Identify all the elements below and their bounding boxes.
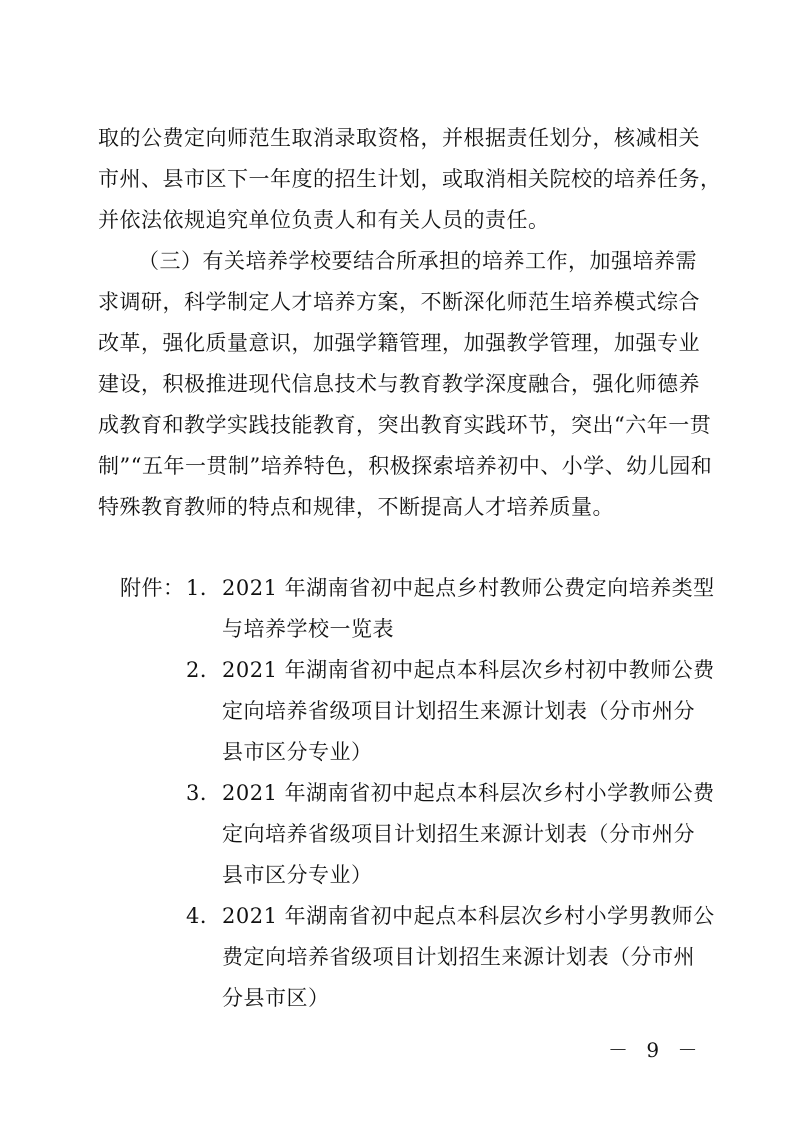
attachment-number: 4． xyxy=(186,904,222,928)
body-line: 特殊教育教师的特点和规律，不断提高人才培养质量。 xyxy=(98,495,614,519)
body-line: 改革，强化质量意识，加强学籍管理，加强教学管理，加强专业 xyxy=(98,331,700,355)
attachment-line: 2021 年湖南省初中起点乡村教师公费定向培养类型 xyxy=(222,576,715,600)
attachment-line: 县市区分专业） xyxy=(222,740,373,764)
attachment-line: 定向培养省级项目计划招生来源计划表（分市州分 xyxy=(222,822,695,846)
body-line: 建设，积极推进现代信息技术与教育教学深度融合，强化师德养 xyxy=(98,372,700,396)
attachment-number: 1． xyxy=(186,576,222,600)
attachment-line: 2021 年湖南省初中起点本科层次乡村小学教师公费 xyxy=(222,781,715,805)
page-number: － 9 － xyxy=(608,1038,704,1062)
attachment-line: 2021 年湖南省初中起点本科层次乡村小学男教师公 xyxy=(222,904,715,928)
attachment-number: 2． xyxy=(186,658,222,682)
attachment-line: 费定向培养省级项目计划招生来源计划表（分市州 xyxy=(222,945,695,969)
body-line: 成教育和教学实践技能教育，突出教育实践环节，突出“六年一贯 xyxy=(98,413,712,437)
body-line: 取的公费定向师范生取消录取资格，并根据责任划分，核减相关 xyxy=(98,126,700,150)
body-line: 并依法依规追究单位负责人和有关人员的责任。 xyxy=(98,208,550,232)
attachment-line: 分县市区） xyxy=(222,986,330,1010)
attachment-line: 定向培养省级项目计划招生来源计划表（分市州分 xyxy=(222,699,695,723)
body-line: 求调研，科学制定人才培养方案，不断深化师范生培养模式综合 xyxy=(98,290,700,314)
body-line: （三）有关培养学校要结合所承担的培养工作，加强培养需 xyxy=(138,249,697,273)
attachment-line: 县市区分专业） xyxy=(222,863,373,887)
attachment-line: 与培养学校一览表 xyxy=(222,617,394,641)
body-line: 市州、县市区下一年度的招生计划，或取消相关院校的培养任务， xyxy=(98,167,722,191)
attachment-line: 2021 年湖南省初中起点本科层次乡村初中教师公费 xyxy=(222,658,715,682)
attachment-number: 3． xyxy=(186,781,222,805)
attachments-label: 附件： xyxy=(120,576,185,600)
body-line: 制”“五年一贯制”培养特色，积极探索培养初中、小学、幼儿园和 xyxy=(98,454,713,478)
